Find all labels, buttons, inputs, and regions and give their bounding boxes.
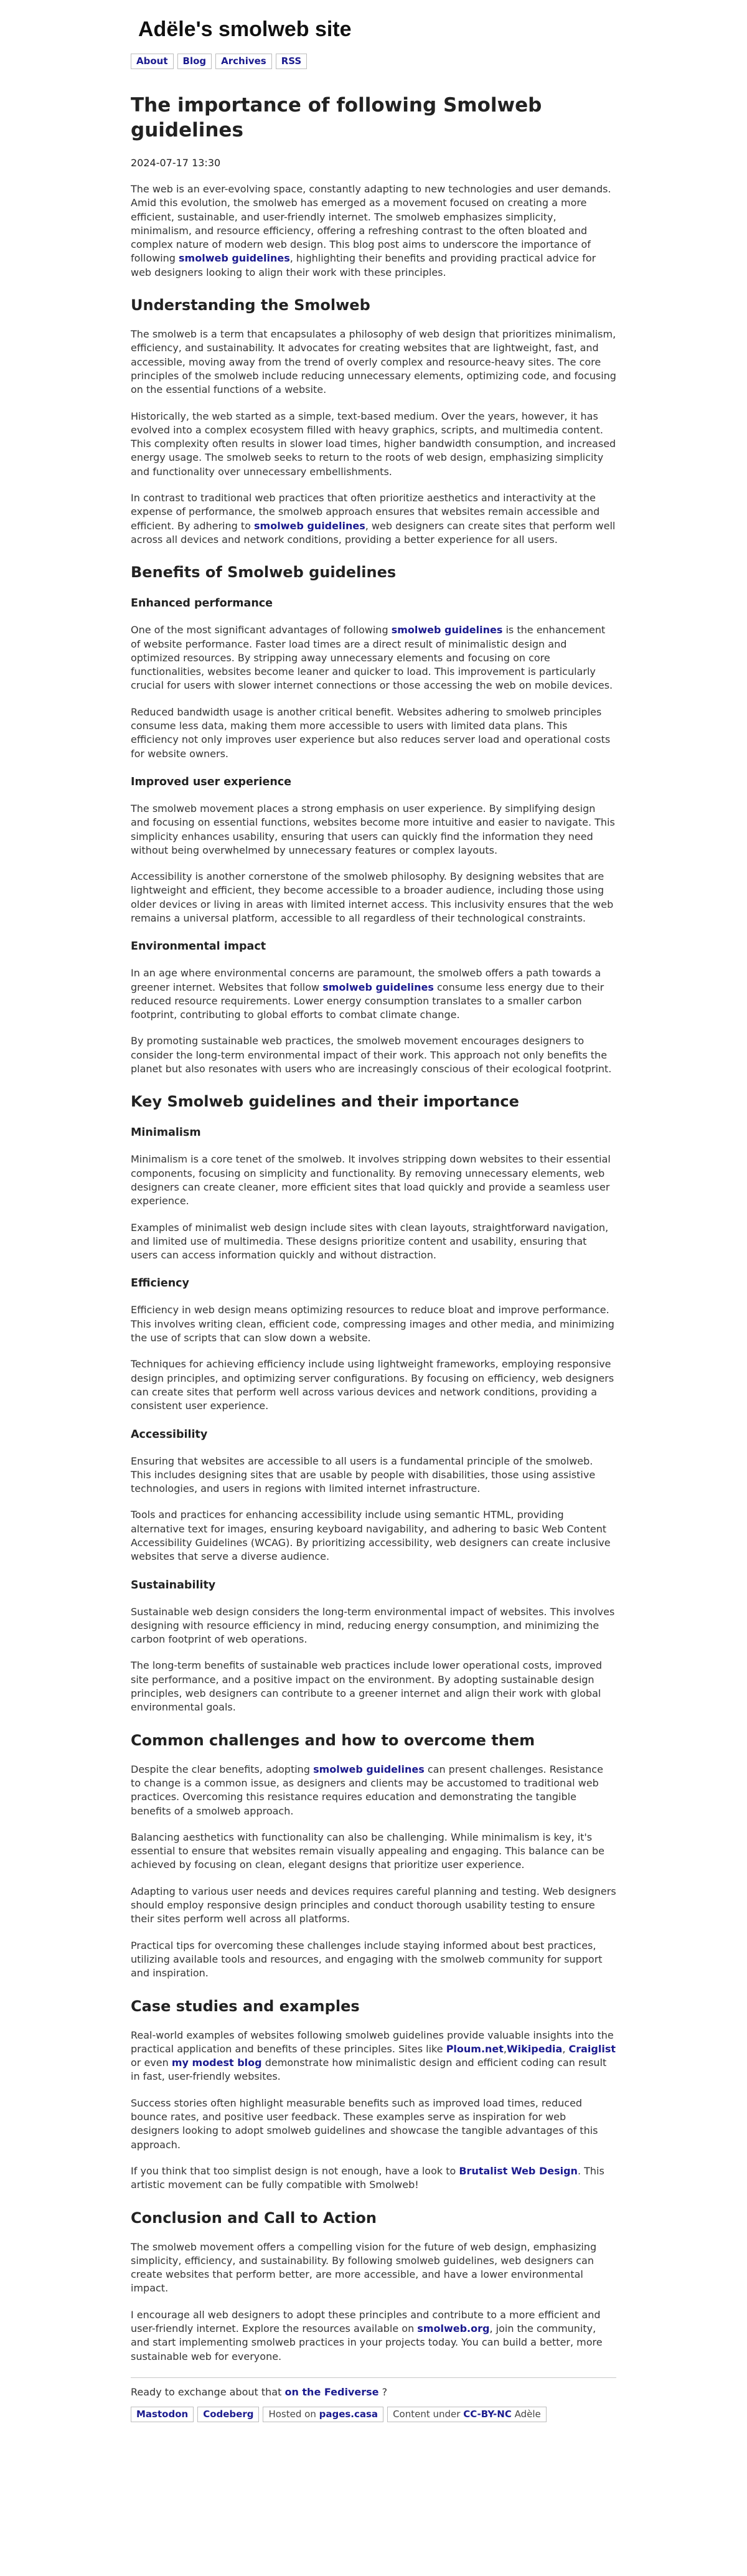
post-title: The importance of following Smolweb guidelines <box>131 94 542 141</box>
site-title: Adële's smolweb site <box>138 17 352 41</box>
section-heading-case-studies: Case studies and examples <box>131 1997 360 2015</box>
smolweb-guidelines-link[interactable]: smolweb guidelines <box>254 519 365 532</box>
challenges-paragraph-4: Practical tips for overcoming these challenges include staying informed about best practices, utilizing available tools and resources, and engaging with the smolweb community for support and inspiration. <box>131 1939 603 1979</box>
challenges-paragraph-3: Adapting to various user needs and devices requires careful planning and testing. Web designers should employ responsive design principles and conduct thorough usability testing to ensure their sites perform well across all platforms. <box>131 1885 616 1925</box>
fediverse-link[interactable]: on the Fediverse <box>284 2385 379 2398</box>
efficiency-paragraph-2: Techniques for achieving efficiency include using lightweight frameworks, employing responsive design principles, and optimizing server configurations. By focusing on efficiency, web designers can create sites that perform well across various devices and network conditions, providing a consistent user experience. <box>131 1358 614 1412</box>
nav-rss-button[interactable]: RSS <box>276 54 307 69</box>
section-heading-key-guidelines: Key Smolweb guidelines and their importance <box>131 1093 519 1111</box>
minimalism-paragraph-2: Examples of minimalist web design include sites with clean layouts, straightforward navigation, and limited use of multimedia. These designs prioritize content and usability, ensuring that users can access information quickly and without distraction. <box>131 1221 609 1262</box>
performance-paragraph-2: Reduced bandwidth usage is another critical benefit. Websites adhering to smolweb principles consume less data, making them more accessible to users with limited data plans. This efficiency not only improves user experience but also reduces server load and operational costs for website owners. <box>131 705 611 760</box>
understanding-paragraph-1: The smolweb is a term that encapsulates a philosophy of web design that prioritizes minimalism, efficiency, and sustainability. It advocates for creating websites that are lightweight, fast, and accessible, moving away from the trend of overly complex and resource-heavy sites. The core principles of the smolweb include reducing unnecessary elements, optimizing code, and focusing on the essential functions of a website. <box>131 328 616 396</box>
brutalist-web-design-link[interactable]: Brutalist Web Design <box>459 2164 578 2177</box>
mastodon-button[interactable]: Mastodon <box>131 2407 194 2422</box>
subheading-minimalism: Minimalism <box>131 1126 201 1139</box>
ux-paragraph-2: Accessibility is another cornerstone of the smolweb philosophy. By designing websites that are lightweight and efficient, they become accessible to a broader audience, including those using older devices or living in areas with limited internet access. This inclusivity ensures that the web remains a universal platform, accessible to all regardless of their technological constraints. <box>131 870 614 924</box>
understanding-paragraph-2: Historically, the web started as a simple, text-based medium. Over the years, however, it has evolved into a complex ecosystem filled with heavy graphics, scripts, and multimedia content. This complexity often results in slower load times, higher bandwidth consumption, and increased energy usage. The smolweb seeks to return to the roots of web design, emphasizing simplicity and functionality over unnecessary embellishments. <box>131 410 616 478</box>
license-label: Content under CC-BY-NC Adèle <box>387 2407 547 2422</box>
pages-casa-link[interactable]: pages.casa <box>319 2408 378 2420</box>
challenges-paragraph-2: Balancing aesthetics with functionality can also be challenging. While minimalism is key, it's essential to ensure that websites remain visually appealing and engaging. This balance can be achieved by focusing on clean, elegant designs that prioritize user experience. <box>131 1831 605 1871</box>
subheading-environmental-impact: Environmental impact <box>131 940 266 953</box>
environment-paragraph-2: By promoting sustainable web practices, the smolweb movement encourages designers to consider the long-term environmental impact of their work. This approach not only benefits the planet but also resonates with users who are increasingly conscious of their ecological footprint. <box>131 1035 612 1075</box>
smolweb-guidelines-link[interactable]: smolweb guidelines <box>313 1763 425 1775</box>
conclusion-paragraph-2: I encourage all web designers to adopt these principles and contribute to a more efficient and user-friendly internet. Explore the resources available on smolweb.org, join the community, and start implementing smolweb practices in your projects today. You can build a better, more sustainable web for everyone. <box>131 2308 603 2362</box>
section-heading-benefits: Benefits of Smolweb guidelines <box>131 564 397 582</box>
subheading-improved-ux: Improved user experience <box>131 775 292 788</box>
smolweb-guidelines-link[interactable]: smolweb guidelines <box>391 624 503 636</box>
top-navigation <box>131 54 616 69</box>
fediverse-invite: Ready to exchange about that on the Fediverse ? <box>131 2385 388 2398</box>
cc-by-nc-link[interactable]: CC-BY-NC <box>463 2408 512 2420</box>
smolweb-guidelines-link[interactable]: smolweb guidelines <box>322 981 434 993</box>
post-date: 2024-07-17 13:30 <box>131 157 221 169</box>
cases-paragraph-1: Real-world examples of websites following smolweb guidelines provide valuable insights into the practical application and benefits of these principles. Sites like Ploum.net,Wikipedia, Craiglist or even my modest blog demonstrate how minimalistic design and efficient coding can result in fast, user-friendly websites. <box>131 2029 616 2083</box>
craiglist-link[interactable]: Craiglist <box>568 2042 616 2055</box>
minimalism-paragraph-1: Minimalism is a core tenet of the smolweb. It involves stripping down websites to their essential components, focusing on simplicity and functionality. By removing unnecessary elements, web designers can create cleaner, more efficient sites that load quickly and provide a seamless user experience. <box>131 1153 611 1207</box>
accessibility-paragraph-2: Tools and practices for enhancing accessibility include using semantic HTML, providing alternative text for images, ensuring keyboard navigability, and adhering to basic Web Content Accessibility Guidelines (WCAG). By prioritizing accessibility, web designers can create inclusive websites that serve a diverse audience. <box>131 1509 611 1563</box>
subheading-accessibility: Accessibility <box>131 1428 208 1441</box>
performance-paragraph-1: One of the most significant advantages of following smolweb guidelines is the enhancement of website performance. Faster load times are a direct result of minimalistic design and optimized resources. By stripping away unnecessary elements and focusing on core functionalities, websites become leaner and quicker to load. This improvement is particularly crucial for users with slower internet connections or those accessing the web on mobile devices. <box>131 624 613 692</box>
codeberg-button[interactable]: Codeberg <box>197 2407 259 2422</box>
footer-bar <box>131 2407 616 2422</box>
smolweb-guidelines-link[interactable]: smolweb guidelines <box>179 252 290 265</box>
nav-about-button[interactable]: About <box>131 54 174 69</box>
accessibility-paragraph-1: Ensuring that websites are accessible to all users is a fundamental principle of the smolweb. This includes designing sites that are usable by people with disabilities, those using assistive technologies, and users in regions with limited internet infrastructure. <box>131 1455 596 1495</box>
page <box>131 16 616 2422</box>
subheading-sustainability: Sustainability <box>131 1578 216 1592</box>
efficiency-paragraph-1: Efficiency in web design means optimizing resources to reduce bloat and improve performance. This involves writing clean, efficient code, compressing images and other media, and minimizing the use of scripts that can slow down a website. <box>131 1304 614 1344</box>
section-heading-understanding: Understanding the Smolweb <box>131 296 370 314</box>
subheading-enhanced-performance: Enhanced performance <box>131 597 273 610</box>
sustainability-paragraph-2: The long-term benefits of sustainable web practices include lower operational costs, improved site performance, and a positive impact on the environment. By adopting sustainable design principles, web designers can contribute to a greener internet and align their work with global environmental goals. <box>131 1659 603 1714</box>
sustainability-paragraph-1: Sustainable web design considers the long-term environmental impact of websites. This involves designing with resource efficiency in mind, reducing energy consumption, and minimizing the carbon footprint of web operations. <box>131 1605 615 1646</box>
wikipedia-link[interactable]: Wikipedia <box>507 2042 563 2055</box>
ux-paragraph-1: The smolweb movement places a strong emphasis on user experience. By simplifying design and focusing on essential functions, websites become more intuitive and easier to navigate. This simplicity enhances usability, ensuring that users can quickly find the information they need without being overwhelmed by unnecessary features or complex layouts. <box>131 802 615 856</box>
hosted-on-label: Hosted on pages.casa <box>263 2407 383 2422</box>
cases-paragraph-2: Success stories often highlight measurable benefits such as improved load times, reduced bounce rates, and positive user feedback. These examples serve as inspiration for web designers looking to adopt smolweb guidelines and showcase the tangible advantages of this approach. <box>131 2097 598 2151</box>
environment-paragraph-1: In an age where environmental concerns are paramount, the smolweb offers a path towards a greener internet. Websites that follow smolweb guidelines consume less energy due to their reduced resource requirements. Lower energy consumption translates to a smaller carbon footprint, contributing to global efforts to combat climate change. <box>131 967 604 1021</box>
understanding-paragraph-3: In contrast to traditional web practices that often prioritize aesthetics and interactivity at the expense of performance, the smolweb approach ensures that websites remain accessible and efficient. By adhering to smolweb guidelines, web designers can create sites that perform well across all devices and network conditions, providing a better experience for all users. <box>131 492 616 545</box>
intro-paragraph: The web is an ever-evolving space, constantly adapting to new technologies and user demands. Amid this evolution, the smolweb has emerged as a movement focused on creating a more efficient, sustainable, and user-friendly internet. The smolweb emphasizes simplicity, minimalism, and resource efficiency, offering a refreshing contrast to the often bloated and complex nature of modern web design. This blog post aims to underscore the importance of following smolweb guidelines, highlighting their benefits and providing practical advice for web designers looking to align their work with these principles. <box>131 183 611 278</box>
smolweb-org-link[interactable]: smolweb.org <box>417 2322 490 2334</box>
ploum-link[interactable]: Ploum.net <box>446 2042 504 2055</box>
footer-divider <box>131 2377 616 2378</box>
nav-blog-button[interactable]: Blog <box>177 54 212 69</box>
conclusion-paragraph-1: The smolweb movement offers a compelling vision for the future of web design, emphasizing simplicity, efficiency, and sustainability. By following smolweb guidelines, web designers can create websites that perform better, are more accessible, and have a lower environmental impact. <box>131 2240 597 2295</box>
section-heading-conclusion: Conclusion and Call to Action <box>131 2209 377 2227</box>
challenges-paragraph-1: Despite the clear benefits, adopting smolweb guidelines can present challenges. Resistance to change is a common issue, as designers and clients may be accustomed to traditional web practices. Overcoming this resistance requires education and demonstrating the tangible benefits of a smolweb approach. <box>131 1763 603 1817</box>
section-heading-challenges: Common challenges and how to overcome them <box>131 1731 535 1749</box>
blog-post <box>131 93 616 2364</box>
cases-paragraph-3: If you think that too simplist design is not enough, have a look to Brutalist Web Design. This artistic movement can be fully compatible with Smolweb! <box>131 2164 604 2191</box>
subheading-efficiency: Efficiency <box>131 1277 189 1290</box>
my-modest-blog-link[interactable]: my modest blog <box>171 2057 262 2069</box>
nav-archives-button[interactable]: Archives <box>215 54 272 69</box>
